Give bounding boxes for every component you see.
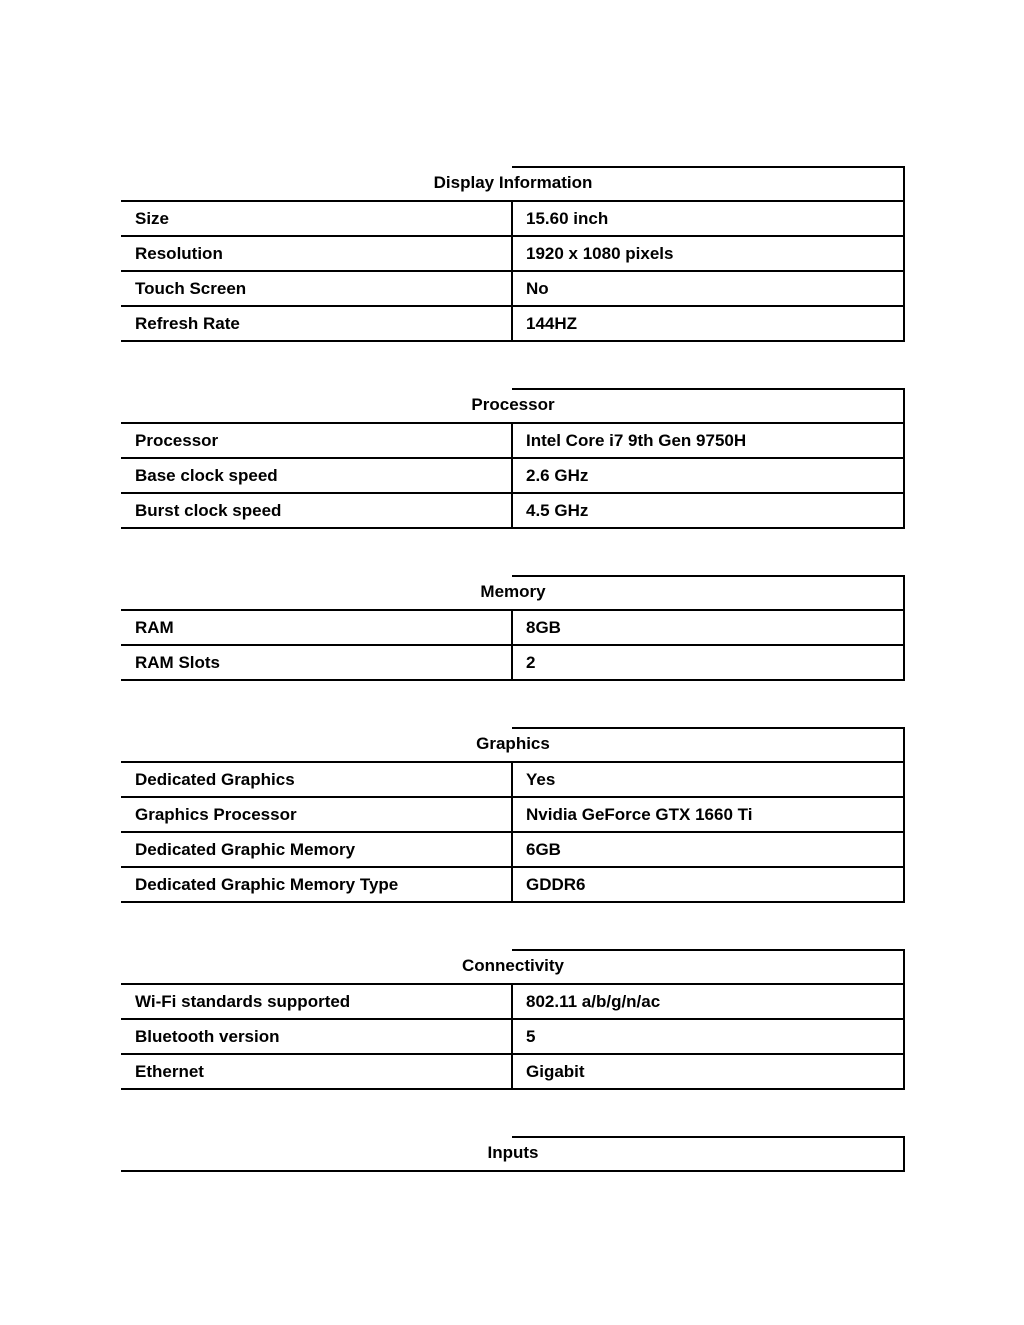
row-value: 4.5 GHz	[526, 501, 589, 520]
table-row	[121, 646, 905, 681]
row-label: Graphics Processor	[121, 798, 513, 831]
table-row	[121, 833, 905, 868]
table-row	[121, 611, 905, 646]
section-header	[121, 1136, 905, 1172]
table-row	[121, 868, 905, 903]
table-row	[121, 424, 905, 459]
row-value: 2	[526, 653, 536, 672]
table-row	[121, 1020, 905, 1055]
table-row	[121, 763, 905, 798]
row-label: Burst clock speed	[121, 494, 513, 527]
row-label: Touch Screen	[121, 272, 513, 305]
row-value: Intel Core i7 9th Gen 9750H	[526, 431, 747, 450]
table-row	[121, 1055, 905, 1090]
row-value: 144HZ	[526, 314, 578, 333]
row-label: Processor	[121, 424, 513, 457]
section-title: Processor	[471, 395, 555, 414]
row-label: Wi-Fi standards supported	[121, 985, 513, 1018]
section-title: Display Information	[433, 173, 593, 192]
row-label: Bluetooth version	[121, 1020, 513, 1053]
section-header	[121, 575, 905, 611]
memory-table	[121, 575, 905, 681]
row-label: Size	[121, 202, 513, 235]
section-header	[121, 166, 905, 202]
row-value: 2.6 GHz	[526, 466, 589, 485]
table-row	[121, 459, 905, 494]
table-row	[121, 237, 905, 272]
row-value: Yes	[526, 770, 556, 789]
section-title: Graphics	[476, 734, 550, 753]
row-value: Gigabit	[526, 1062, 585, 1081]
row-value: Nvidia GeForce GTX 1660 Ti	[526, 805, 753, 824]
section-header	[121, 388, 905, 424]
row-value: 1920 x 1080 pixels	[526, 244, 674, 263]
row-label: RAM	[121, 611, 513, 644]
row-value: 15.60 inch	[526, 209, 609, 228]
row-label: Refresh Rate	[121, 307, 513, 340]
row-value: 5	[526, 1027, 536, 1046]
row-value: No	[526, 279, 549, 298]
section-header	[121, 949, 905, 985]
row-label: Dedicated Graphics	[121, 763, 513, 796]
section-title: Memory	[480, 582, 546, 601]
table-row	[121, 985, 905, 1020]
table-row	[121, 494, 905, 529]
row-label: Resolution	[121, 237, 513, 270]
section-header	[121, 727, 905, 763]
display-information-table	[121, 166, 905, 342]
row-label: Dedicated Graphic Memory	[121, 833, 513, 866]
row-value: 8GB	[526, 618, 561, 637]
row-value: GDDR6	[526, 875, 586, 894]
row-label: RAM Slots	[121, 646, 513, 679]
connectivity-table	[121, 949, 905, 1090]
section-title: Inputs	[487, 1143, 539, 1162]
section-title: Connectivity	[461, 956, 565, 975]
table-row	[121, 272, 905, 307]
inputs-table	[121, 1136, 905, 1172]
table-row	[121, 202, 905, 237]
row-label: Base clock speed	[121, 459, 513, 492]
processor-table	[121, 388, 905, 529]
graphics-table	[121, 727, 905, 903]
table-row	[121, 798, 905, 833]
row-value: 6GB	[526, 840, 561, 859]
table-row	[121, 307, 905, 342]
row-label: Dedicated Graphic Memory Type	[121, 868, 513, 901]
row-value: 802.11 a/b/g/n/ac	[526, 992, 661, 1011]
row-label: Ethernet	[121, 1055, 513, 1088]
